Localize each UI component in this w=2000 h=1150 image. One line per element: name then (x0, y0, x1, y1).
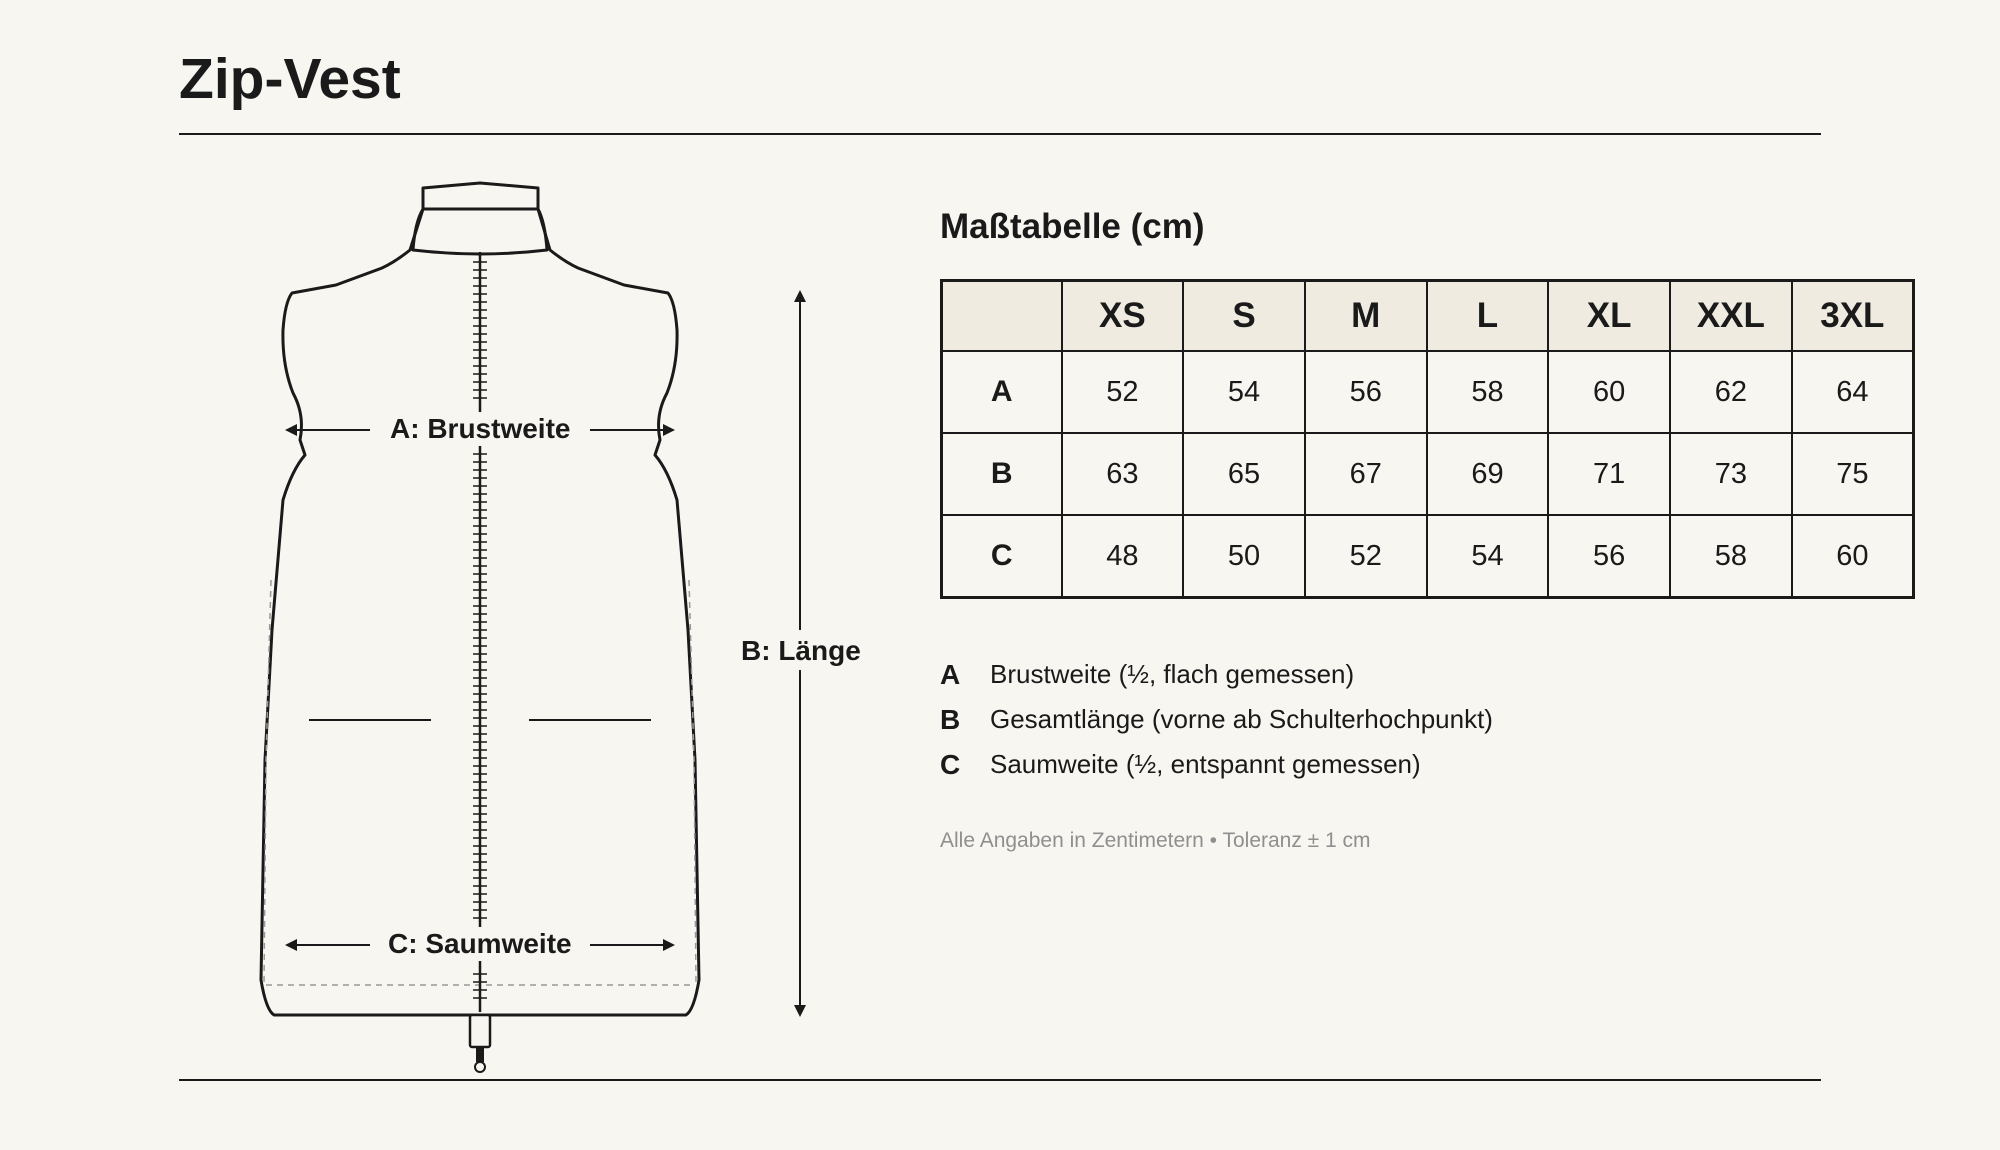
table-cell: 60 (1548, 351, 1670, 433)
tolerance-note: Alle Angaben in Zentimetern • Toleranz ± 1 cm (940, 829, 1371, 852)
legend-text: Gesamtlänge (vorne ab Schulterhochpunkt) (990, 704, 1493, 734)
page-title: Zip-Vest (179, 47, 401, 111)
zipper-pull (470, 1015, 490, 1047)
legend-key: C (940, 748, 961, 780)
table-cell: 54 (1427, 515, 1549, 598)
size-table-title: Maßtabelle (cm) (940, 207, 1205, 246)
size-header: L (1427, 281, 1549, 352)
table-cell: 54 (1183, 351, 1305, 433)
table-cell: 62 (1670, 351, 1792, 433)
dimension-c-label: C: Saumweite (380, 927, 580, 961)
table-row (942, 351, 1914, 433)
dimension-b-label: B: Länge (733, 634, 869, 668)
size-table (940, 279, 1915, 599)
legend-text: Saumweite (½, entspannt gemessen) (990, 749, 1421, 779)
table-cell: 56 (1305, 351, 1427, 433)
table-cell: 52 (1062, 351, 1184, 433)
measurement-legend (940, 652, 1493, 787)
vest-seam-right (689, 580, 696, 985)
table-cell: 50 (1183, 515, 1305, 598)
zipper-ring (475, 1062, 485, 1072)
row-key: B (942, 433, 1062, 515)
table-cell: 69 (1427, 433, 1549, 515)
dimension-a-label: A: Brustweite (382, 412, 578, 446)
size-header: XL (1548, 281, 1670, 352)
table-cell: 73 (1670, 433, 1792, 515)
table-cell: 58 (1427, 351, 1549, 433)
legend-item (940, 652, 1493, 697)
table-row (942, 433, 1914, 515)
table-cell: 52 (1305, 515, 1427, 598)
vest-collar (413, 209, 547, 254)
legend-item (940, 697, 1493, 742)
size-header: 3XL (1792, 281, 1914, 352)
table-cell: 48 (1062, 515, 1184, 598)
table-cell: 58 (1670, 515, 1792, 598)
table-cell: 63 (1062, 433, 1184, 515)
table-cell: 65 (1183, 433, 1305, 515)
size-header: XXL (1670, 281, 1792, 352)
table-cell: 56 (1548, 515, 1670, 598)
legend-key: B (940, 703, 961, 735)
legend-text: Brustweite (½, flach gemessen) (990, 659, 1355, 689)
corner-cell (942, 281, 1062, 352)
zipper (473, 252, 487, 1012)
size-header: XS (1062, 281, 1184, 352)
table-cell: 67 (1305, 433, 1427, 515)
size-header-row (942, 281, 1914, 352)
row-key: C (942, 515, 1062, 598)
table-cell: 71 (1548, 433, 1670, 515)
table-row (942, 515, 1914, 598)
row-key: A (942, 351, 1062, 433)
legend-key: A (940, 658, 961, 690)
vest-outline (423, 183, 538, 209)
vest-seam-left (264, 580, 271, 985)
table-cell: 75 (1792, 433, 1914, 515)
table-cell: 60 (1792, 515, 1914, 598)
legend-item (940, 742, 1493, 787)
size-header: M (1305, 281, 1427, 352)
size-header: S (1183, 281, 1305, 352)
table-cell: 64 (1792, 351, 1914, 433)
bottom-divider (179, 1079, 1821, 1081)
